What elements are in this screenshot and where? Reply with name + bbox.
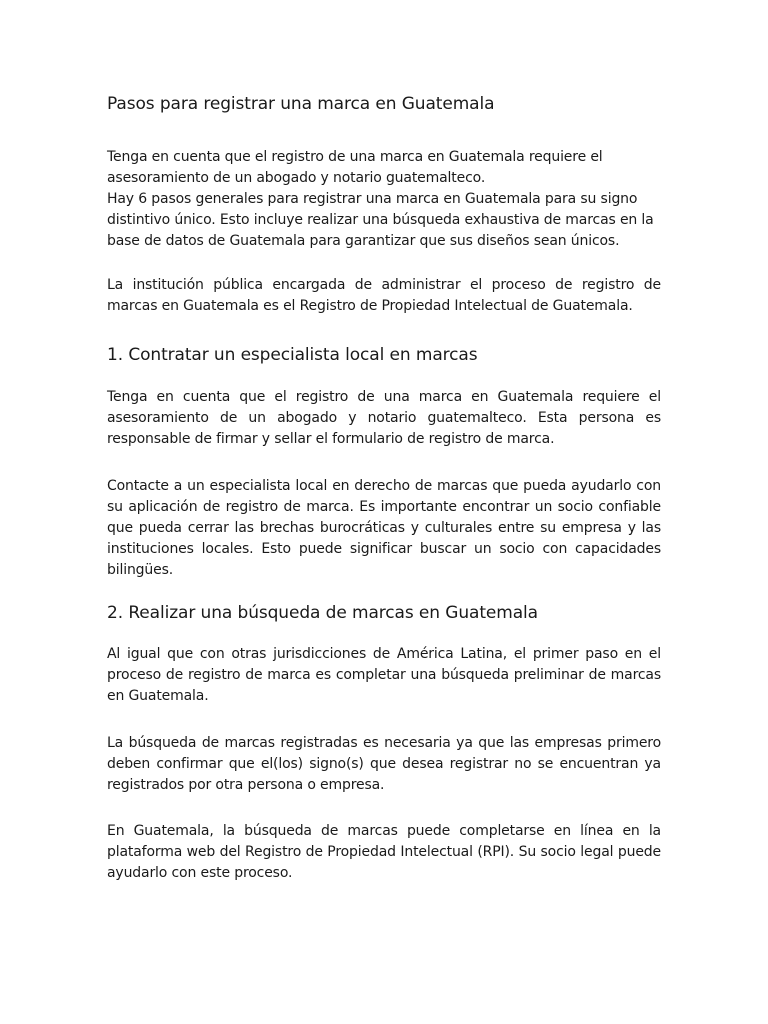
section-1-paragraph-2: Contacte a un especialista local en derecho de marcas que pueda ayudarlo con su aplicación de registro de marca. Es importante encontrar un socio confiable que pueda cerrar las brechas burocráticas y culturales entre su empresa y las instituciones locales. Esto puede significar buscar un socio con capacidades bilingües.: [107, 478, 661, 578]
section-2-paragraph-3: En Guatemala, la búsqueda de marcas puede completarse en línea en la plataforma web del Registro de Propiedad Intelectual (RPI). Su socio legal puede ayudarlo con este proceso.: [107, 823, 661, 881]
intro-paragraph-1: Tenga en cuenta que el registro de una marca en Guatemala requiere el asesoramiento de un abogado y notario guatemalteco.: [107, 149, 603, 186]
section-2-paragraph-1: Al igual que con otras jurisdicciones de América Latina, el primer paso en el proceso de registro de marca es completar una búsqueda preliminar de marcas en Guatemala.: [107, 646, 661, 704]
section-1-paragraph-1: Tenga en cuenta que el registro de una marca en Guatemala requiere el asesoramiento de un abogado y notario guatemalteco. Esta persona es responsable de firmar y sellar el formulario de registro de marca.: [107, 389, 661, 447]
document-title: Pasos para registrar una marca en Guatemala: [107, 94, 495, 114]
intro-paragraph-2: Hay 6 pasos generales para registrar una marca en Guatemala para su signo distintivo único. Esto incluye realizar una búsqueda exhaustiva de marcas en la base de datos de Guatemala para garantizar que sus diseños sean únicos.: [107, 191, 654, 249]
document-page: [107, 92, 661, 884]
section-1-heading: 1. Contratar un especialista local en marcas: [107, 345, 478, 365]
section-2-heading: 2. Realizar una búsqueda de marcas en Guatemala: [107, 603, 538, 623]
section-2-paragraph-2: La búsqueda de marcas registradas es necesaria ya que las empresas primero deben confirmar que el(los) signo(s) que desea registrar no se encuentran ya registrados por otra persona o empresa.: [107, 735, 661, 793]
intro-paragraph-3: La institución pública encargada de administrar el proceso de registro de marcas en Guatemala es el Registro de Propiedad Intelectual de Guatemala.: [107, 277, 661, 314]
